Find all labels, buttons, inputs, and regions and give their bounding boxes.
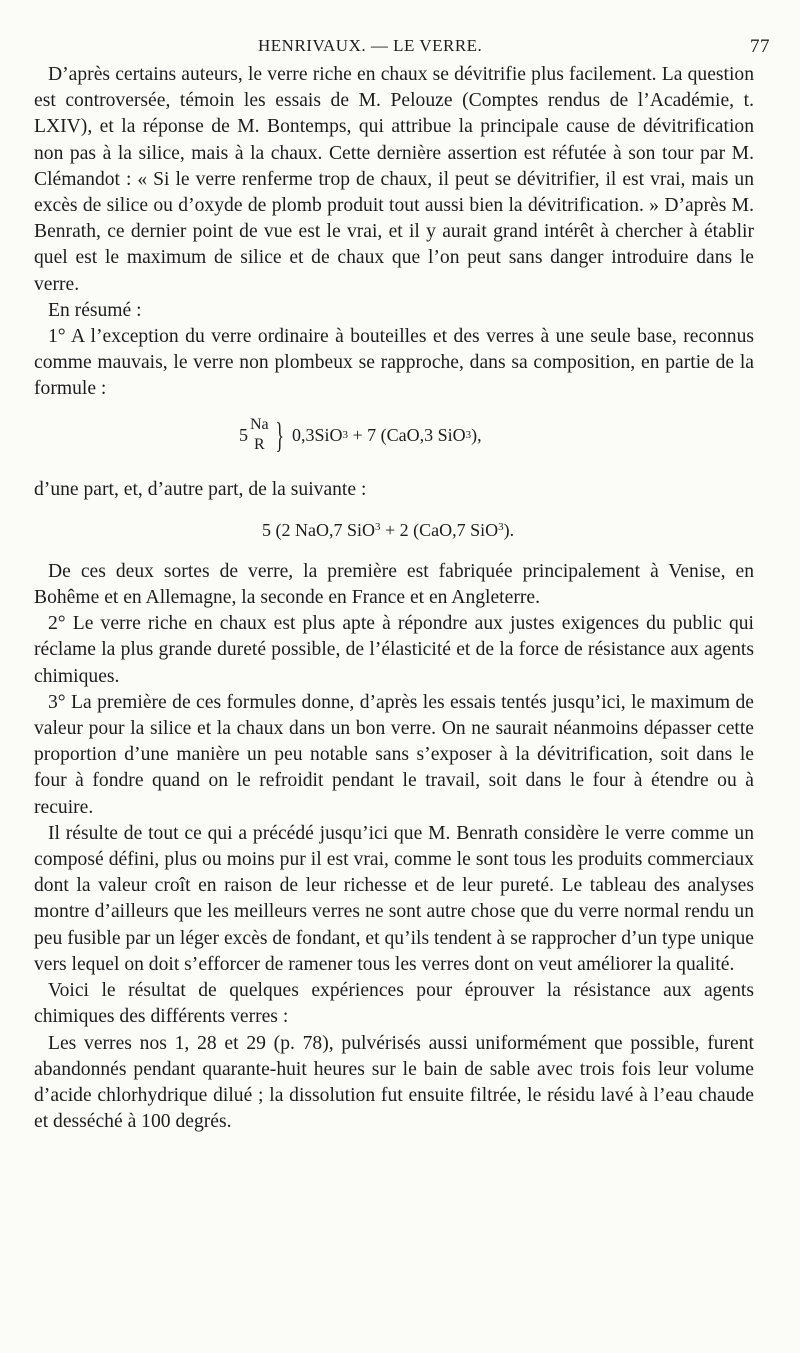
paragraph-2: En résumé :	[48, 299, 142, 321]
formula-1-top: Na	[250, 415, 269, 433]
brace-symbol: }	[274, 414, 284, 455]
paragraph-10: Les verres nos 1, 28 et 29 (p. 78), pulvérisés aussi uniformément que possible, furent abandonnés pendant quarante-huit heures sur le bain de sable avec trois fois leur volume d’acide chlorhydrique dilué ; la dissolution fut ensuite filtrée, le résidu lavé à l’eau chaude et desséché à 100 degrés.	[34, 1032, 754, 1133]
paragraph-1: D’après certains auteurs, le verre riche en chaux se dévitrifie plus facilement. La question est controversée, témoin les essais de M. Pelouze (Comptes rendus de l’Académie, t. LXIV), et la réponse de M. Bontemps, qui attribue la principale cause de dévitrification non pas à la silice, mais à la chaux. Cette dernière assertion est réfutée à son tour par M. Clémandot : « Si le verre renferme trop de chaux, il peut se dévitrifier, il est vrai, mais un excès de silice ou d’oxyde de plomb produit tout aussi bien la dévitrification. » D’après M. Benrath, ce dernier point de vue est le vrai, et il y aurait grand intérêt à chercher à établir quel est le maximum de silice et de chaux que l’on peut sans danger introduire dans le verre.	[34, 64, 754, 295]
formula-2-exp-b: 3	[498, 520, 504, 533]
formula-1-coef: 5	[239, 424, 248, 445]
running-title: HENRIVAUX. — LE VERRE.	[258, 36, 483, 55]
running-header	[0, 36, 800, 60]
paragraph-6: 2° Le verre riche en chaux est plus apte à répondre aux justes exigences du public qui réclame la plus grande dureté possible, de l’élasticité et de la force de résistance aux agents chimiques.	[34, 613, 754, 687]
formula-1-a: 0,3SiO	[291, 424, 343, 445]
formula-1-b: + 7 (CaO,3 SiO	[347, 424, 466, 445]
paragraph-7: 3° La première de ces formules donne, d’après les essais tentés jusqu’ici, le maximum de valeur pour la silice et la chaux dans un bon verre. On ne saurait néanmoins dépasser cette proportion d’une manière un peu notable sans s’exposer à la dévitrification, soit dans le four à fondre quand on le refroidit pendant le travail, soit dans le four à étendre ou à recuire.	[34, 691, 754, 818]
formula-1: 5 Na R } 0,3SiO 3 + 7 (CaO,3 SiO 3 ),	[239, 414, 482, 455]
paragraph-3: 1° A l’exception du verre ordinaire à bouteilles et des verres à une seule base, reconnus comme mauvais, le verre non plombeux se rapproche, dans sa composition, en partie de la formule :	[34, 326, 754, 400]
formula-2-exp-a: 3	[375, 520, 381, 533]
formula-1-c: ),	[471, 424, 482, 445]
formula-1-stack	[250, 415, 269, 455]
body-text	[34, 62, 754, 1135]
paragraph-5: De ces deux sortes de verre, la première est fabriquée principalement à Venise, en Bohême et en Allemagne, la seconde en France et en Angleterre.	[34, 560, 754, 609]
formula-2-b: + 2 (CaO,7 SiO	[380, 519, 499, 540]
page-number: 77	[750, 36, 770, 57]
paragraph-8: Il résulte de tout ce qui a précédé jusqu’ici que M. Benrath considère le verre comme un composé défini, plus ou moins pur il est vrai, comme le sont tous les produits commerciaux dont la valeur croît en raison de leur richesse et de leur pureté. Le tableau des analyses montre d’ailleurs que les meilleurs verres ne sont autre chose que du verre normal rendu un peu fusible par un léger excès de fondant, et qu’ils tendent à se rapprocher d’un type unique vers lequel on doit s’efforcer de ramener tous les verres dont on veut améliorer la qualité.	[34, 822, 754, 975]
paragraph-4: d’une part, et, d’autre part, de la suivante :	[34, 478, 367, 500]
formula-2-c: ).	[503, 519, 515, 540]
paragraph-9: Voici le résultat de quelques expériences pour éprouver la résistance aux agents chimiques des différents verres :	[34, 980, 754, 1028]
formula-1-bottom: R	[253, 435, 265, 453]
formula-2	[34, 503, 754, 559]
formula-2-a: 5 (2 NaO,7 SiO	[262, 519, 375, 540]
